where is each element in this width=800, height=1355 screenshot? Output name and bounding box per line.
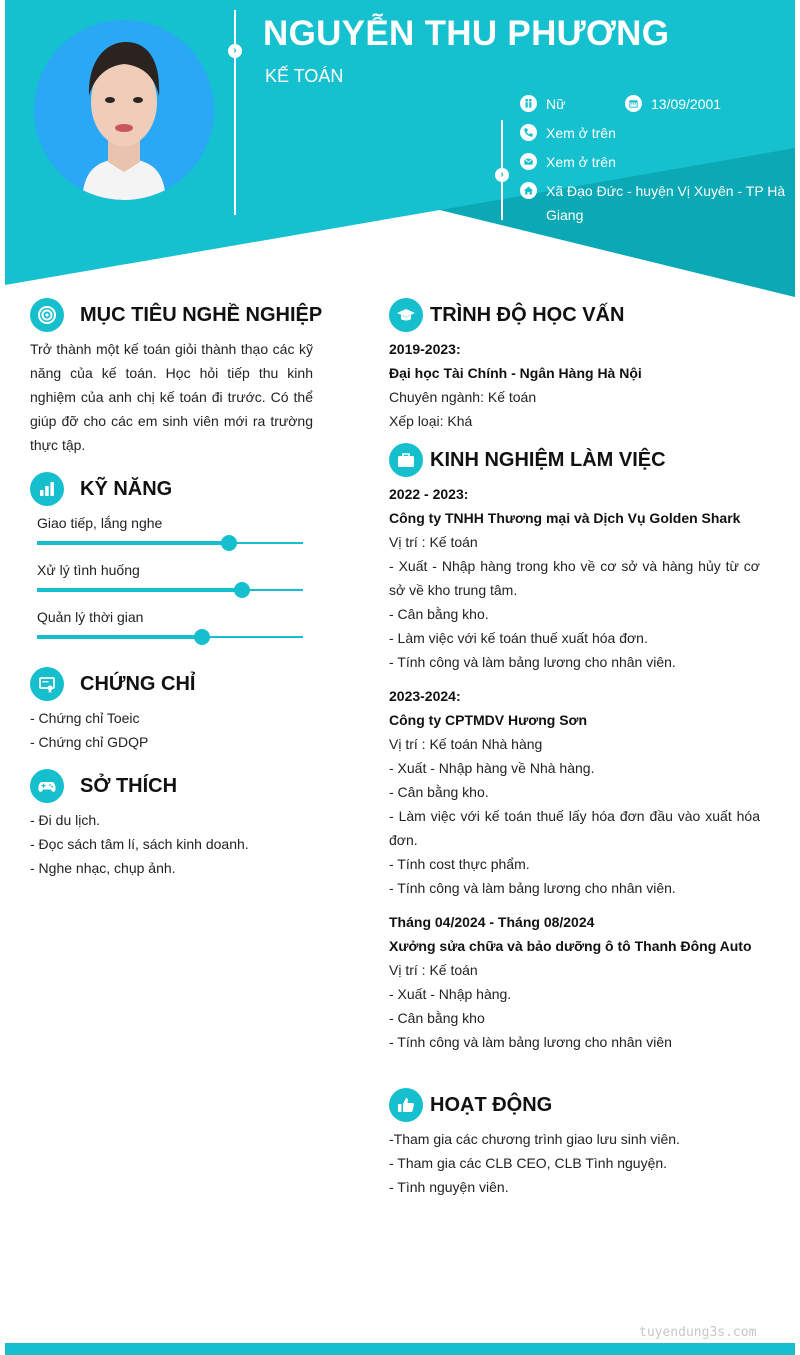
job-company: Xưởng sửa chữa và bảo dưỡng ô tô Thanh Đông Auto <box>389 938 752 954</box>
target-icon <box>30 298 64 332</box>
experience-heading <box>389 443 666 477</box>
chevron-right-icon: › <box>228 44 242 58</box>
contact-address <box>520 179 800 227</box>
avatar <box>34 20 214 200</box>
certificate-item: - Chứng chỉ GDQP <box>30 734 149 750</box>
job-period: 2022 - 2023: <box>389 486 469 502</box>
job-line: - Tính cost thực phẩm. <box>389 856 530 872</box>
job-line: - Tính công và làm bảng lương cho nhân viên. <box>389 654 676 670</box>
activities-title: HOẠT ĐỘNG <box>430 1093 553 1116</box>
job-company: Công ty TNHH Thương mại và Dịch Vụ Golden Shark <box>389 510 741 526</box>
hobbies-title: SỞ THÍCH <box>80 774 178 797</box>
thumbs-up-icon <box>389 1088 423 1122</box>
job-line: - Xuất - Nhập hàng. <box>389 986 512 1002</box>
objective-title: MỤC TIÊU NGHỀ NGHIỆP <box>80 303 323 326</box>
education-grade: Xếp loại: Khá <box>389 413 473 429</box>
dob-value: 13/09/2001 <box>651 96 722 112</box>
skill-bar-knob <box>221 535 237 551</box>
job-line: - Cân bằng kho <box>389 1010 485 1026</box>
gamepad-icon <box>30 769 64 803</box>
skill-label: Quản lý thời gian <box>37 609 144 625</box>
skills-heading <box>30 472 172 506</box>
education-title: TRÌNH ĐỘ HỌC VẤN <box>430 303 625 326</box>
email-value: Xem ở trên <box>546 154 616 170</box>
certificates-title: CHỨNG CHỈ <box>80 672 196 695</box>
education-school: Đại học Tài Chính - Ngân Hàng Hà Nội <box>389 365 642 381</box>
job-line: - Xuất - Nhập hàng về Nhà hàng. <box>389 760 595 776</box>
bar-chart-icon <box>30 472 64 506</box>
skill-bar-knob <box>194 629 210 645</box>
objective-text: Trở thành một kế toán giỏi thành thạo các kỹ năng của kế toán. Học hỏi tiếp thu kinh nghiệm của anh chị kế toán đi trước. Có thể giúp đỡ cho các em sinh viên mới ra trường thực tập. <box>30 341 313 453</box>
job-line: - Xuất - Nhập hàng trong kho về cơ sở và hàng hủy từ cơ sở về kho trung tâm. <box>389 558 760 598</box>
contact-email <box>520 150 616 174</box>
job-line: Vị trí : Kế toán Nhà hàng <box>389 736 543 752</box>
contact-phone <box>520 121 616 145</box>
certificate-icon <box>30 667 64 701</box>
skill-bar-fill <box>37 588 242 592</box>
skill-bar-fill <box>37 635 202 639</box>
certificates-heading <box>30 667 195 701</box>
activities-heading <box>389 1088 552 1122</box>
job-line: - Cân bằng kho. <box>389 606 489 622</box>
header-divider-line <box>234 10 236 215</box>
job-line: Vị trí : Kế toán <box>389 962 478 978</box>
education-heading <box>389 298 624 332</box>
home-icon <box>520 182 537 199</box>
certificate-item: - Chứng chỉ Toeic <box>30 710 140 726</box>
watermark: tuyendung3s.com <box>639 1325 757 1340</box>
footer-bar <box>5 1343 795 1355</box>
experience-title: KINH NGHIỆM LÀM VIỆC <box>430 448 666 471</box>
objective-heading <box>30 298 322 332</box>
job-period: 2023-2024: <box>389 688 461 704</box>
skill-bar-knob <box>234 582 250 598</box>
candidate-role: KẾ TOÁN <box>265 66 344 86</box>
job-line: - Cân bằng kho. <box>389 784 489 800</box>
job-line: Vị trí : Kế toán <box>389 534 478 550</box>
gender-icon <box>520 95 537 112</box>
hobbies-heading <box>30 769 177 803</box>
skill-bar <box>37 542 303 544</box>
activity-item: - Tình nguyện viên. <box>389 1179 509 1195</box>
skill-bar <box>37 636 303 638</box>
job-line: - Làm việc với kế toán thuế lấy hóa đơn đầu vào xuất hóa đơn. <box>389 808 760 848</box>
hobby-item: - Nghe nhạc, chụp ảnh. <box>30 860 176 876</box>
skills-title: KỸ NĂNG <box>80 477 173 500</box>
candidate-name: NGUYỄN THU PHƯƠNG <box>263 14 670 53</box>
job-company: Công ty CPTMDV Hương Sơn <box>389 712 588 728</box>
hobby-item: - Đọc sách tâm lí, sách kinh doanh. <box>30 836 249 852</box>
calendar-icon <box>625 95 642 112</box>
mail-icon <box>520 153 537 170</box>
activity-item: -Tham gia các chương trình giao lưu sinh viên. <box>389 1131 680 1147</box>
activity-item: - Tham gia các CLB CEO, CLB Tình nguyện. <box>389 1155 668 1171</box>
skill-bar <box>37 589 303 591</box>
skill-label: Giao tiếp, lắng nghe <box>37 515 163 531</box>
job-period: Tháng 04/2024 - Tháng 08/2024 <box>389 914 595 930</box>
phone-icon <box>520 124 537 141</box>
skill-bar-fill <box>37 541 229 545</box>
education-period: 2019-2023: <box>389 341 461 357</box>
address-value: Xã Đạo Đức - huyện Vị Xuyên - TP Hà Giang <box>546 183 786 223</box>
job-line: - Làm việc với kế toán thuế xuất hóa đơn. <box>389 630 648 646</box>
gender-value: Nữ <box>546 96 566 112</box>
briefcase-icon <box>389 443 423 477</box>
skill-label: Xử lý tình huống <box>37 562 140 578</box>
phone-value: Xem ở trên <box>546 125 616 141</box>
contact-gender <box>520 92 565 116</box>
job-line: - Tính công và làm bảng lương cho nhân viên <box>389 1034 672 1050</box>
hobby-item: - Đi du lịch. <box>30 812 101 828</box>
job-line: - Tính công và làm bảng lương cho nhân viên. <box>389 880 676 896</box>
education-major: Chuyên ngành: Kế toán <box>389 389 537 405</box>
graduation-cap-icon <box>389 298 423 332</box>
chevron-right-icon: › <box>495 168 509 182</box>
contact-dob <box>625 92 721 116</box>
